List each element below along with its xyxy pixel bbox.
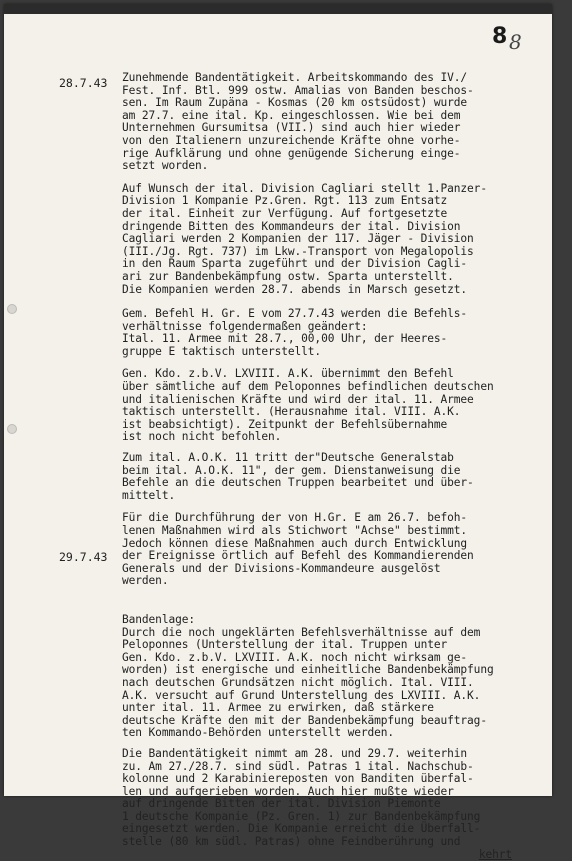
text-line: verhältnisse folgendermaßen geändert: xyxy=(122,319,368,333)
text-line: von den Italienern unzureichende Kräfte ohne vorhe- xyxy=(122,133,461,147)
punch-hole xyxy=(7,424,17,434)
text-line: Generals und der Divisions-Kommandeure ausgelöst xyxy=(122,561,441,575)
page-number-handwritten: 8 xyxy=(509,30,522,54)
text-line: zu. Am 27./28.7. sind südl. Patras 1 ital. Nachschub- xyxy=(122,759,474,773)
text-line: deutsche Kräfte den mit der Bandenbekämpfung beauftrag- xyxy=(122,713,487,727)
entry-date: 29.7.43 xyxy=(59,550,108,564)
text-line: und italienischen Kräfte und wird der ital. 11. Armee xyxy=(122,392,474,406)
catchword: kehrt xyxy=(478,847,512,861)
paragraph xyxy=(122,452,532,502)
text-line: rige Aufklärung und ohne genügende Sicherung einge- xyxy=(122,146,461,160)
paragraph xyxy=(122,308,532,358)
text-line: Zum ital. A.O.K. 11 tritt der"Deutsche Generalstab xyxy=(122,451,454,465)
text-line: kolonne und 2 Karabiniereposten von Banditen überfal- xyxy=(122,772,474,786)
text-line: Ital. 11. Armee mit 28.7., 00,00 Uhr, der Heeres- xyxy=(122,332,448,346)
page-number: 8 xyxy=(492,24,508,49)
paragraph xyxy=(122,72,532,173)
text-line: am 27.7. eine ital. Kp. eingeschlossen. Wie bei dem xyxy=(122,108,461,122)
text-line: in den Raum Sparta zugeführt und der Division Cagli- xyxy=(122,257,468,271)
paragraph xyxy=(122,614,532,740)
text-line: Unternehmen Gursumitsa (VII.) sind auch hier wieder xyxy=(122,121,461,135)
text-line: gruppe E taktisch unterstellt. xyxy=(122,344,322,358)
entry-date: 28.7.43 xyxy=(59,76,108,90)
text-line: Cagliari werden 2 Kompanien der 117. Jäger - Division xyxy=(122,232,474,246)
text-line: ari zur Bandenbekämpfung ostw. Sparta unterstellt. xyxy=(122,269,454,283)
text-line: Gem. Befehl H. Gr. E vom 27.7.43 werden die Befehls- xyxy=(122,307,468,321)
text-line: taktisch unterstellt. (Herausnahme ital. VIII. A.K. xyxy=(122,405,461,419)
text-line: ist beabsichtigt). Zeitpunkt der Befehlsübernahme xyxy=(122,417,448,431)
paragraph xyxy=(122,183,532,296)
paragraph xyxy=(122,512,532,588)
paragraph-gap xyxy=(122,588,532,614)
text-line: ten Kommando-Behörden unterstellt werden. xyxy=(122,726,395,740)
paragraph xyxy=(122,368,532,444)
text-line: mittelt. xyxy=(122,488,176,502)
text-line: 1 deutsche Kompanie (Pz. Gren. 1) zur Bandenbekämpfung xyxy=(122,809,481,823)
paragraph xyxy=(122,748,532,849)
text-line: Division 1 Kompanie Pz.Gren. Rgt. 113 zum Entsatz xyxy=(122,194,448,208)
scan-top-border xyxy=(4,4,552,14)
text-line: Zunehmende Bandentätigkeit. Arbeitskommando des IV./ xyxy=(122,71,468,84)
text-line: unter ital. 11. Armee zu erwirken, daß stärkere xyxy=(122,701,434,715)
text-line: Durch die noch ungeklärten Befehlsverhältnisse auf dem xyxy=(122,625,481,639)
text-line: nach deutschen Grundsätzen nicht möglich. Ital. VIII. xyxy=(122,675,474,689)
text-line: Jedoch können diese Maßnahmen auch durch Entwicklung xyxy=(122,536,468,550)
text-line: lenen Maßnahmen wird als Stichwort "Achse" bestimmt. xyxy=(122,524,468,537)
text-line: setzt worden. xyxy=(122,159,209,173)
text-line: beim ital. A.O.K. 11", der gem. Dienstanweisung die xyxy=(122,463,461,477)
text-line: Peloponnes (Unterstellung der ital. Truppen unter xyxy=(122,638,448,652)
text-line: eingesetzt werden. Die Kompanie erreicht die Überfall- xyxy=(122,822,481,836)
document-body xyxy=(122,72,532,861)
text-line: dringende Bitten des Kommandeurs der ital. Division xyxy=(122,219,461,233)
text-line: (III./Jg. Rgt. 737) im Lkw.-Transport von Megalopolis xyxy=(122,244,474,258)
text-line: A.K. versucht auf Grund Unterstellung des LXVIII. A.K. xyxy=(122,688,481,702)
text-line: der Ereignisse örtlich auf Befehl des Kommandierenden xyxy=(122,549,474,563)
text-line: Bandenlage: xyxy=(122,612,195,626)
text-line: sen. Im Raum Zupäna - Kosmas (20 km ostsüdost) wurde xyxy=(122,96,468,110)
text-line: über sämtliche auf dem Peloponnes befindlichen deutschen xyxy=(122,380,494,394)
text-line: der ital. Einheit zur Verfügung. Auf fortgesetzte xyxy=(122,206,448,220)
text-line: Fest. Inf. Btl. 999 ostw. Amalias von Banden beschos- xyxy=(122,83,474,97)
text-line: werden. xyxy=(122,574,169,588)
text-line: Auf Wunsch der ital. Division Cagliari stellt 1.Panzer- xyxy=(122,181,487,195)
text-line: Gen. Kdo. z.b.V. LXVIII. A.K. übernimmt den Befehl xyxy=(122,367,454,381)
text-line: ist noch nicht befohlen. xyxy=(122,430,282,444)
document-page xyxy=(4,4,552,861)
text-line: stelle (80 km südl. Patras) ohne Feindberührung und xyxy=(122,835,461,849)
text-line: auf dringende Bitten der ital. Division Piemonte xyxy=(122,797,441,811)
text-line: Die Bandentätigkeit nimmt am 28. und 29.7. weiterhin xyxy=(122,746,468,760)
text-line: worden) ist energische und einheitliche Bandenbekämpfung xyxy=(122,663,494,677)
text-line: len und aufgerieben worden. Auch hier mußte wieder xyxy=(122,784,454,798)
text-line: Die Kompanien werden 28.7. abends in Marsch gesetzt. xyxy=(122,282,468,296)
punch-hole xyxy=(7,304,17,314)
text-line: Befehle an die deutschen Truppen bearbeitet und über- xyxy=(122,476,474,490)
text-line: Gen. Kdo. z.b.V. LXVIII. A.K. noch nicht wirksam ge- xyxy=(122,650,468,664)
text-line: Für die Durchführung der von H.Gr. E am 26.7. befoh- xyxy=(122,511,468,525)
